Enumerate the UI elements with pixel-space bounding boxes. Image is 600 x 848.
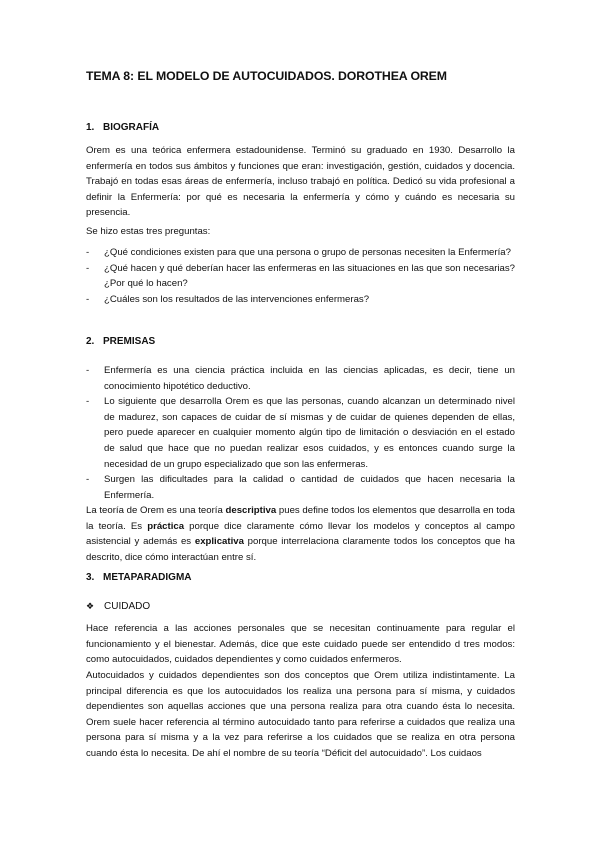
section-number: 2.: [86, 336, 95, 347]
theory-paragraph: La teoría de Orem es una teoría descriptiva pues define todos los elementos que desarrolla en toda la teoría. Es práctica porque dice claramente cómo llevar los modelos y conceptos al campo asistencial y además es explicativa porque interrelaciona claramente todos los conceptos que ha descrito, dice cómo interactúan entre sí.: [86, 505, 515, 563]
diamond-bullet-icon: ❖: [86, 601, 95, 611]
keyword-practica: práctica: [147, 520, 185, 532]
list-item: - Enfermería es una ciencia práctica incluida en las ciencias aplicadas, es decir, tiene un conocimiento hipotético deductivo.: [86, 365, 515, 392]
subheading-cuidado: [86, 601, 150, 612]
section-heading-premisas: [86, 336, 155, 347]
questions-list: [86, 245, 515, 307]
list-item: - ¿Qué hacen y qué deberían hacer las enfermeras en las situaciones en las que son necesarias? ¿Por qué lo hacen?: [86, 262, 515, 290]
subheading-label: CUIDADO: [104, 601, 151, 612]
list-item: - Surgen las dificultades para la calidad o cantidad de cuidados que hacen necesaria la Enfermería.: [86, 474, 515, 501]
list-item: - ¿Cuáles son los resultados de las intervenciones enfermeras?: [86, 293, 370, 305]
premises-list: [86, 363, 515, 503]
section-number: 3.: [86, 572, 95, 583]
biografia-paragraph: Orem es una teórica enfermera estadounidense. Terminó su graduado en 1930. Desarrollo la enfermería en todos sus ámbitos y funciones que eran: investigación, gestión, cuidados y docencia. Trabajó en todas esas áreas de enfermería, incluso trabajó en política. Dedicó su vida profesional a definir la Enfermería: por qué es necesaria la enfermería y cómo y cuándo es necesaria su presencia.: [86, 145, 515, 219]
keyword-descriptiva: descriptiva: [225, 505, 277, 516]
document-title: TEMA 8: EL MODELO DE AUTOCUIDADOS. DOROTHEA OREM: [86, 69, 447, 83]
section-title: BIOGRAFÍA: [103, 122, 160, 133]
list-item: - Lo siguiente que desarrolla Orem es que las personas, cuando alcanzan un determinado nivel de madurez, son capaces de cuidar de sí mismas y de cuidar de quienes dependen de ellas, pero puede aparecer en cualquier momento algún tipo de limitación o desviación en el estado de salud que hace que no puedan realizar esos cuidados, y es entonces cuando surge la necesidad de un grupo especializado que son las enfermeras.: [86, 396, 515, 470]
questions-intro: Se hizo estas tres preguntas:: [86, 226, 211, 237]
keyword-explicativa: explicativa: [194, 536, 244, 548]
list-item: - ¿Qué condiciones existen para que una persona o grupo de personas necesiten la Enfermería?: [86, 247, 511, 258]
section-heading-biografia: [86, 122, 159, 133]
cuidado-paragraph-2: Autocuidados y cuidados dependientes son dos conceptos que Orem utiliza indistintamente. La principal diferencia es que los autocuidados los realiza una persona para sí misma, y cuidados dependientes son aquellas acciones que una persona realiza para otra cuando ésta lo necesita. Orem suele hacer referencia al término autocuidado tanto para referirse a cuidados que realiza una persona para sí misma y a la vez para referirse a los cuidados que se realiza en otra persona cuando ésta lo necesita. De ahí el nombre de su teoría “Déficit del autocuidado”. Los cuidaos: [86, 670, 515, 759]
section-number: 1.: [86, 122, 95, 133]
cuidado-paragraph-1: Hace referencia a las acciones personales que se necesitan continuamente para regular el funcionamiento y el bienestar. Además, dice que este cuidado puede ser entendido d tres modos: como autocuidados, cuidados dependientes y como cuidados enfermeros.: [86, 623, 515, 666]
section-title: PREMISAS: [103, 336, 156, 347]
section-heading-metaparadigma: [86, 572, 192, 583]
section-title: METAPARADIGMA: [103, 572, 192, 583]
